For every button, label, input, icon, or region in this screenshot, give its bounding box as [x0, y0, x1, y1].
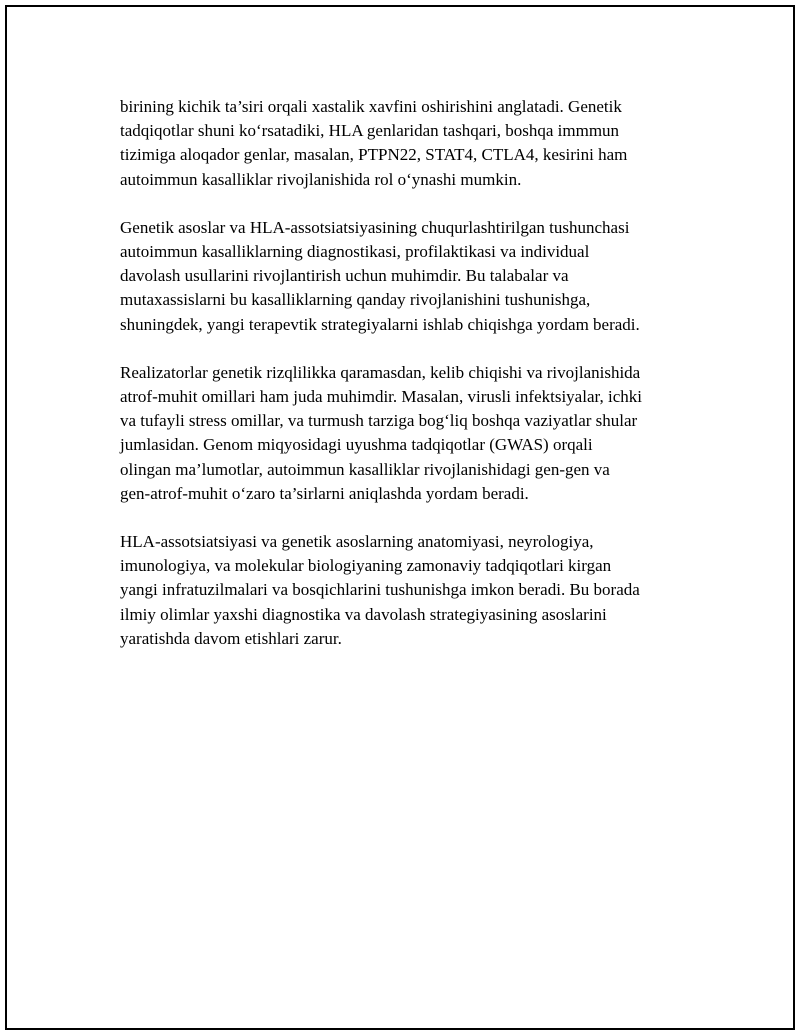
- document-body: [120, 95, 700, 675]
- paragraph-line: autoimmun kasalliklarning diagnostikasi, profilaktikasi va individual: [120, 242, 590, 262]
- paragraph-line: imunologiya, va molekular biologiyaning zamonaviy tadqiqotlari kirgan: [120, 556, 612, 576]
- paragraph-line: olingan ma’lumotlar, autoimmun kasalliklar rivojlanishidagi gen-gen va: [120, 459, 610, 479]
- paragraph-line: mutaxassislarni bu kasalliklarning qanday rivojlanishini tushunishga,: [120, 290, 591, 310]
- paragraph-line: shuningdek, yangi terapevtik strategiyalarni ishlab chiqishga yordam beradi.: [120, 314, 640, 334]
- document-page: [5, 5, 795, 1030]
- paragraph-line: davolash usullarini rivojlantirish uchun muhimdir. Bu talabalar va: [120, 266, 569, 286]
- paragraph-line: tadqiqotlar shuni ko‘rsatadiki, HLA genlaridan tashqari, boshqa immmun: [120, 121, 620, 141]
- paragraph-line: jumlasidan. Genom miqyosidagi uyushma tadqiqotlar (GWAS) orqali: [120, 435, 593, 455]
- paragraph-line: autoimmun kasalliklar rivojlanishida rol o‘ynashi mumkin.: [120, 169, 522, 189]
- paragraph-line: Genetik asoslar va HLA-assotsiatsiyasining chuqurlashtirilgan tushunchasi: [120, 217, 630, 237]
- paragraph-line: va tufayli stress omillar, va turmush tarziga bog‘liq boshqa vaziyatlar shular: [120, 411, 638, 431]
- paragraph-4: [120, 530, 700, 651]
- paragraph-line: HLA-assotsiatsiyasi va genetik asoslarning anatomiyasi, neyrologiya,: [120, 532, 594, 552]
- paragraph-line: yangi infratuzilmalari va bosqichlarini tushunishga imkon beradi. Bu borada: [120, 580, 640, 600]
- paragraph-line: tizimiga aloqador genlar, masalan, PTPN22, STAT4, CTLA4, kesirini ham: [120, 145, 628, 165]
- paragraph-line: yaratishda davom etishlari zarur.: [120, 628, 342, 648]
- paragraph-line: ilmiy olimlar yaxshi diagnostika va davolash strategiyasining asoslarini: [120, 604, 607, 624]
- paragraph-line: gen-atrof-muhit o‘zaro ta’sirlarni aniqlashda yordam beradi.: [120, 483, 529, 503]
- paragraph-line: Realizatorlar genetik rizqlilikka qaramasdan, kelib chiqishi va rivojlanishida: [120, 362, 641, 382]
- paragraph-2: [120, 216, 700, 337]
- paragraph-line: atrof-muhit omillari ham juda muhimdir. Masalan, virusli infektsiyalar, ichki: [120, 387, 642, 407]
- paragraph-line: birining kichik ta’siri orqali xastalik xavfini oshirishini anglatadi. Genetik: [120, 97, 622, 116]
- paragraph-3: [120, 361, 700, 506]
- paragraph-1: [120, 95, 700, 192]
